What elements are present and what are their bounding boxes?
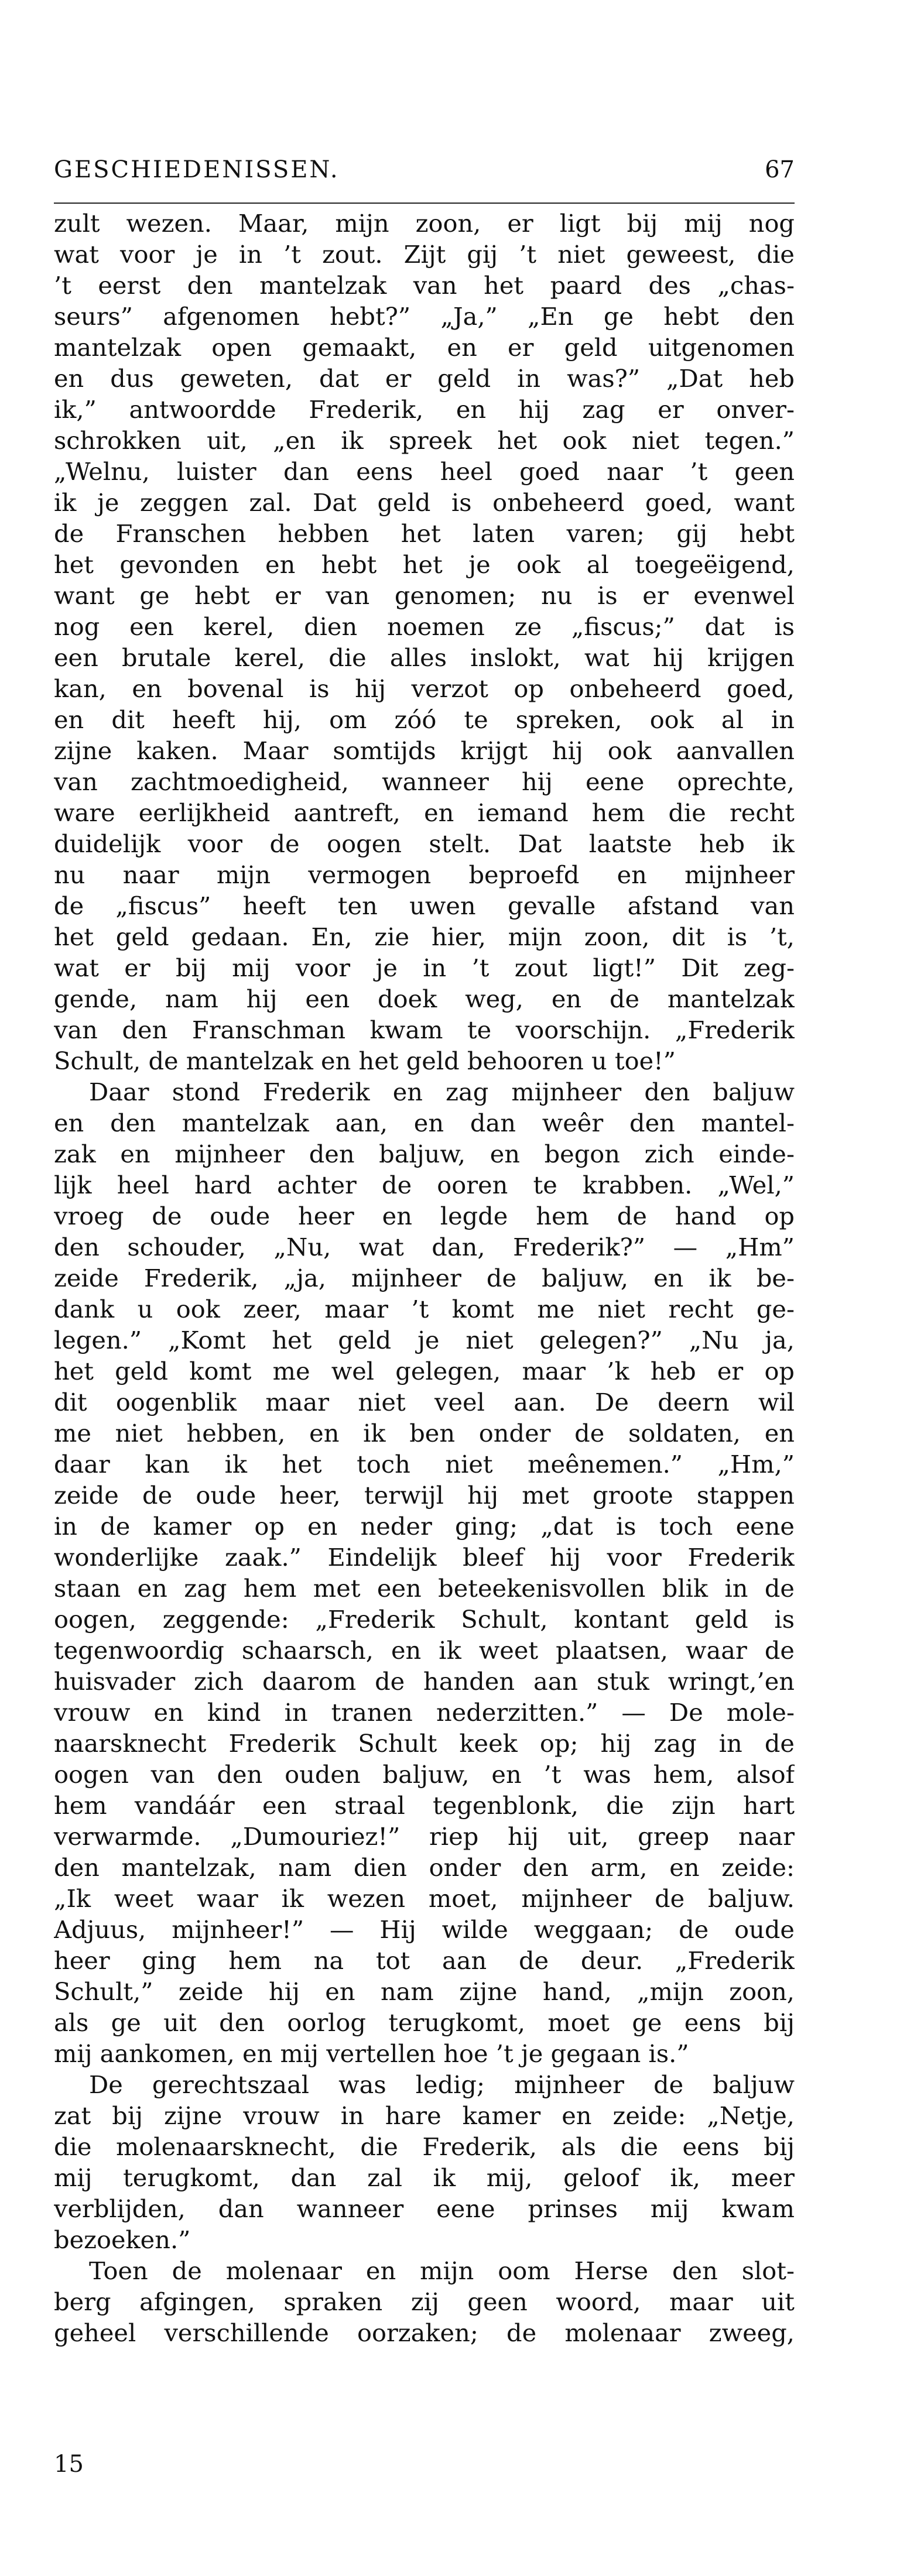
text-line: want ge hebt er van genomen; nu is er evenwel xyxy=(54,581,795,610)
text-line: duidelijk voor de oogen stelt. Dat laatste heb ik xyxy=(54,829,795,858)
text-line: den schouder, „Nu, wat dan, Frederik?” — „Hm” xyxy=(54,1233,795,1261)
text-line: gende, nam hij een doek weg, en de mantelzak xyxy=(54,985,795,1013)
text-line: zijne kaken. Maar somtijds krijgt hij ook aanvallen xyxy=(54,736,795,765)
text-line: vrouw en kind in tranen nederzitten.” — De mole- xyxy=(54,1698,795,1727)
paragraph-start-line: Daar stond Frederik en zag mijnheer den baljuw xyxy=(89,1078,795,1106)
text-line: legen.” „Komt het geld je niet gelegen?” „Nu ja, xyxy=(54,1326,795,1354)
text-line: lijk heel hard achter de ooren te krabben. „Wel,” xyxy=(54,1171,795,1199)
text-line: naarsknecht Frederik Schult keek op; hij zag in de xyxy=(54,1729,795,1758)
text-line: wat voor je in ’t zout. Zijt gij ’t niet geweest, die xyxy=(54,240,795,269)
header-rule xyxy=(54,203,795,204)
text-line: staan en zag hem met een beteekenisvollen blik in de xyxy=(54,1574,795,1603)
text-line: verblijden, dan wanneer eene prinses mij kwam xyxy=(54,2194,795,2223)
text-line: hem vandáár een straal tegenblonk, die zijn hart xyxy=(54,1791,795,1820)
text-line: „Welnu, luister dan eens heel goed naar ’t geen xyxy=(54,457,795,486)
text-line: dank u ook zeer, maar ’t komt me niet recht ge- xyxy=(54,1295,795,1323)
text-line: en den mantelzak aan, en dan weêr den mantel- xyxy=(54,1109,795,1137)
text-line: dit oogenblik maar niet veel aan. De deern wil xyxy=(54,1388,795,1416)
text-line: ik je zeggen zal. Dat geld is onbeheerd goed, want xyxy=(54,488,795,517)
text-line: mij terugkomt, dan zal ik mij, geloof ik, meer xyxy=(54,2163,795,2192)
text-line: me niet hebben, en ik ben onder de soldaten, en xyxy=(54,1419,795,1448)
text-line: Schult,” zeide hij en nam zijne hand, „mijn zoon, xyxy=(54,1977,795,2006)
text-line: zat bij zijne vrouw in hare kamer en zeide: „Netje, xyxy=(54,2101,795,2130)
text-line: zeide Frederik, „ja, mijnheer de baljuw, en ik be- xyxy=(54,1264,795,1292)
page-number: 67 xyxy=(765,156,795,183)
text-line: het gevonden en hebt het je ook al toegeëigend, xyxy=(54,550,795,579)
text-line: van den Franschman kwam te voorschijn. „Frederik xyxy=(54,1016,795,1044)
text-line: ’t eerst den mantelzak van het paard des „chas- xyxy=(54,271,795,300)
text-line: oogen van den ouden baljuw, en ’t was hem, alsof xyxy=(54,1760,795,1789)
text-line: schrokken uit, „en ik spreek het ook niet tegen.” xyxy=(54,426,795,455)
paragraph-start-line: Toen de molenaar en mijn oom Herse den slot- xyxy=(89,2256,795,2285)
text-line: seurs” afgenomen hebt?” „Ja,” „En ge hebt den xyxy=(54,302,795,331)
text-line: ware eerlijkheid aantreft, en iemand hem die recht xyxy=(54,798,795,827)
text-line: vroeg de oude heer en legde hem de hand op xyxy=(54,1202,795,1230)
text-line: zult wezen. Maar, mijn zoon, er ligt bij mij nog xyxy=(54,209,795,238)
text-line: Adjuus, mijnheer!” — Hij wilde weggaan; de oude xyxy=(54,1915,795,1944)
text-line: oogen, zeggende: „Frederik Schult, kontant geld is xyxy=(54,1605,795,1634)
text-line: wat er bij mij voor je in ’t zout ligt!” Dit zeg- xyxy=(54,953,795,982)
text-line: de Franschen hebben het laten varen; gij hebt xyxy=(54,519,795,548)
text-line: en dit heeft hij, om zóó te spreken, ook al in xyxy=(54,705,795,734)
text-line: bezoeken.” xyxy=(54,2225,191,2254)
text-line: ik,” antwoordde Frederik, en hij zag er onver- xyxy=(54,395,795,424)
text-line: „Ik weet waar ik wezen moet, mijnheer de baljuw. xyxy=(54,1884,795,1913)
text-line: het geld komt me wel gelegen, maar ’k heb er op xyxy=(54,1357,795,1385)
text-line: verwarmde. „Dumouriez!” riep hij uit, greep naar xyxy=(54,1822,795,1851)
text-line: en dus geweten, dat er geld in was?” „Dat heb xyxy=(54,364,795,393)
printer-signature-mark: 15 xyxy=(54,2451,84,2478)
paragraph-start-line: De gerechtszaal was ledig; mijnheer de baljuw xyxy=(89,2070,795,2099)
text-line: die molenaarsknecht, die Frederik, als die eens bij xyxy=(54,2132,795,2161)
text-line: nog een kerel, dien noemen ze „fiscus;” dat is xyxy=(54,612,795,641)
text-line: wonderlijke zaak.” Eindelijk bleef hij voor Frederik xyxy=(54,1543,795,1572)
text-line: nu naar mijn vermogen beproefd en mijnheer xyxy=(54,860,795,889)
text-line: geheel verschillende oorzaken; de molenaar zweeg, xyxy=(54,2318,795,2347)
text-line: de „fiscus” heeft ten uwen gevalle afstand van xyxy=(54,891,795,920)
text-line: Schult, de mantelzak en het geld behooren u toe!” xyxy=(54,1047,676,1075)
text-line: het geld gedaan. En, zie hier, mijn zoon, dit is ’t, xyxy=(54,922,795,951)
text-line: heer ging hem na tot aan de deur. „Frederik xyxy=(54,1946,795,1975)
text-line: zeide de oude heer, terwijl hij met groote stappen xyxy=(54,1481,795,1510)
text-line: mantelzak open gemaakt, en er geld uitgenomen xyxy=(54,333,795,362)
text-line: daar kan ik het toch niet meênemen.” „Hm,” xyxy=(54,1450,795,1479)
text-line: van zachtmoedigheid, wanneer hij eene oprechte, xyxy=(54,767,795,796)
text-line: zak en mijnheer den baljuw, en begon zich einde- xyxy=(54,1140,795,1168)
text-line: huisvader zich daarom de handen aan stuk wringt,’en xyxy=(54,1667,795,1696)
text-line: den mantelzak, nam dien onder den arm, en zeide: xyxy=(54,1853,795,1882)
text-line: mij aankomen, en mij vertellen hoe ’t je gegaan is.” xyxy=(54,2039,689,2068)
text-line: een brutale kerel, die alles inslokt, wat hij krijgen xyxy=(54,643,795,672)
page-header xyxy=(54,153,795,186)
body-text xyxy=(54,208,795,2348)
text-line: tegenwoordig schaarsch, en ik weet plaatsen, waar de xyxy=(54,1636,795,1665)
text-line: berg afgingen, spraken zij geen woord, maar uit xyxy=(54,2287,795,2316)
text-line: als ge uit den oorlog terugkomt, moet ge eens bij xyxy=(54,2008,795,2037)
text-line: kan, en bovenal is hij verzot op onbeheerd goed, xyxy=(54,674,795,703)
text-line: in de kamer op en neder ging; „dat is toch eene xyxy=(54,1512,795,1541)
running-head: GESCHIEDENISSEN. xyxy=(54,156,340,183)
